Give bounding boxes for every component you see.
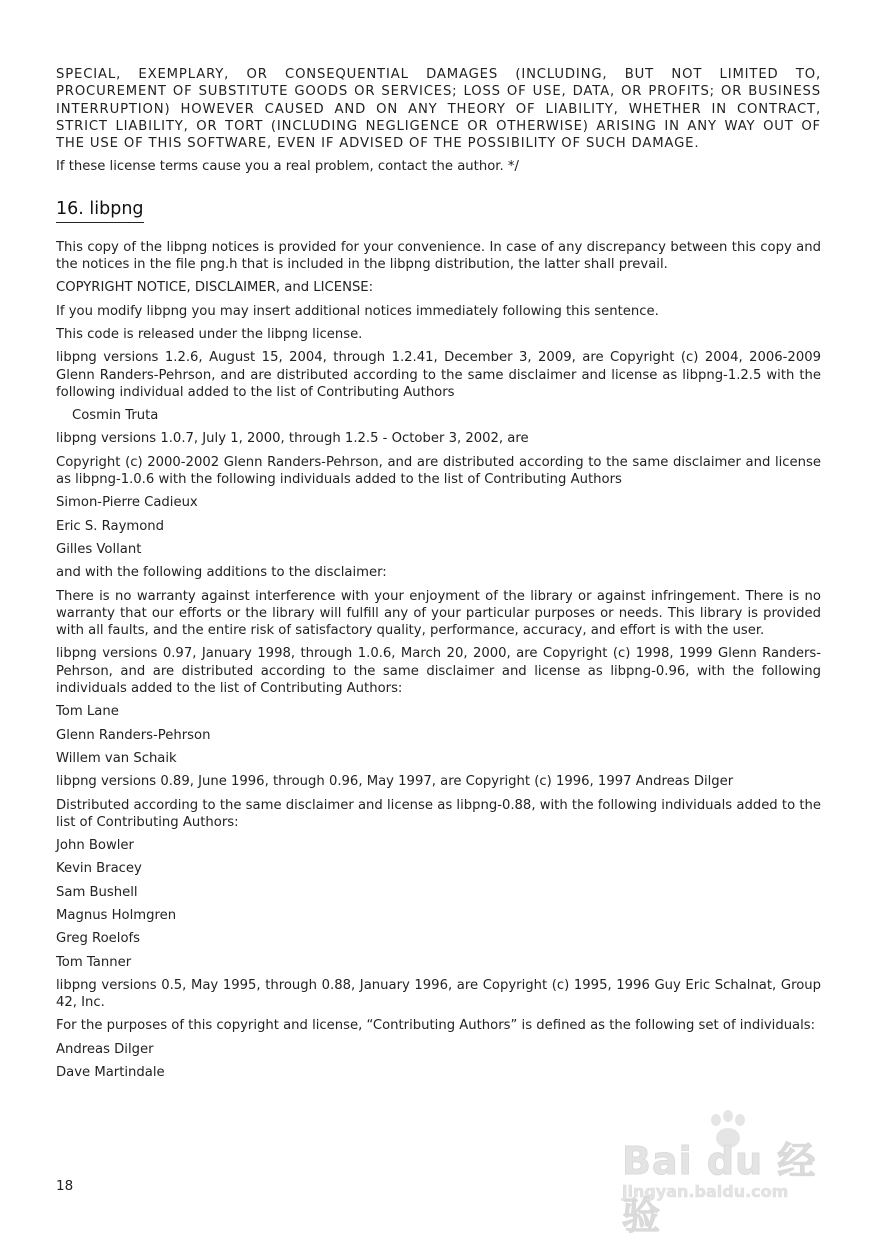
contact-author-note: If these license terms cause you a real problem, contact the author. */ <box>56 159 519 175</box>
baidu-watermark <box>622 1110 822 1238</box>
disclaimer-damages: SPECIAL, EXEMPLARY, OR CONSEQUENTIAL DAMAGES (INCLUDING, BUT NOT LIMITED TO, PROCUREMENT OF SUBSTITUTE GOODS OR SERVICES; LOSS OF USE, DATA, OR PROFITS; OR BUSINESS INTERRUPTION) HOWEVER CAUSED AND ON ANY THEORY OF LIABILITY, WHETHER IN CONTRACT, STRICT LIABILITY, OR TORT (INCLUDING NEGLIGENCE OR OTHERWISE) ARISING IN ANY WAY OUT OF THE USE OF THIS SOFTWARE, EVEN IF ADVISED OF THE POSSIBILITY OF SUCH DAMAGE. <box>56 67 821 152</box>
versions-1-2-6: libpng versions 1.2.6, August 15, 2004, through 1.2.41, December 3, 2009, are Copyright (c) 2004, 2006-2009 Glenn Randers-Pehrson, and are distributed according to the same disclaimer and license as libpng-1.2.5 with the following individual added to the list of Contributing Authors <box>56 350 821 400</box>
no-warranty-paragraph: There is no warranty against interference with your enjoyment of the library or against infringement. There is no warranty that our efforts or the library will fulfill any of your particular purposes or needs. This library is provided with all faults, and the entire risk of satisfactory quality, performance, accuracy, and effort is with the user. <box>56 588 821 639</box>
author-list-item: Tom Tanner <box>56 954 132 970</box>
copyright-2000-2002: Copyright (c) 2000-2002 Glenn Randers-Pehrson, and are distributed according to the same disclaimer and license as libpng-1.0.6 with the following individuals added to the list of Contributing Authors <box>56 454 821 488</box>
modify-note: If you modify libpng you may insert additional notices immediately following this sentence. <box>56 303 659 319</box>
author-list-item: Gilles Vollant <box>56 541 142 557</box>
copyright-title: COPYRIGHT NOTICE, DISCLAIMER, and LICENSE: <box>56 280 374 296</box>
author-list-item: Sam Bushell <box>56 884 138 900</box>
versions-0-89: libpng versions 0.89, June 1996, through 0.96, May 1997, are Copyright (c) 1996, 1997 Andreas Dilger <box>56 774 734 790</box>
author-list-item: Dave Martindale <box>56 1065 165 1081</box>
author-list-item: John Bowler <box>56 838 134 854</box>
versions-0-5: libpng versions 0.5, May 1995, through 0.88, January 1996, are Copyright (c) 1995, 1996 Guy Eric Schalnat, Group 42, Inc. <box>56 977 821 1011</box>
author-list-item: Tom Lane <box>56 704 119 720</box>
contributing-authors-definition: For the purposes of this copyright and license, “Contributing Authors” is defined as the following set of individuals: <box>56 1018 816 1034</box>
author-list-item: Willem van Schaik <box>56 750 177 766</box>
author-list-item: Magnus Holmgren <box>56 907 177 923</box>
author-list-item: Glenn Randers-Pehrson <box>56 727 211 743</box>
author-list-item: Greg Roelofs <box>56 931 141 947</box>
versions-0-97: libpng versions 0.97, January 1998, through 1.0.6, March 20, 2000, are Copyright (c) 1998, 1999 Glenn Randers-Pehrson, and are distributed according to the same disclaimer and license as libpng-0.96, with the following individuals added to the list of Contributing Authors: <box>56 646 821 697</box>
author-list-item: Eric S. Raymond <box>56 518 165 534</box>
license-note: This code is released under the libpng license. <box>56 326 363 342</box>
section-heading: 16. libpng <box>56 198 144 223</box>
notice-intro: This copy of the libpng notices is provided for your convenience. In case of any discrepancy between this copy and the notices in the file png.h that is included in the libpng distribution, the latter shall prevail. <box>56 239 821 273</box>
watermark-url: jingyan.baidu.com <box>622 1182 789 1201</box>
author-list-item: Kevin Bracey <box>56 861 142 877</box>
disclaimer-additions: and with the following additions to the disclaimer: <box>56 565 387 581</box>
document-page <box>56 66 821 1087</box>
author-list-item: Andreas Dilger <box>56 1041 154 1057</box>
distributed-0-88: Distributed according to the same disclaimer and license as libpng-0.88, with the following individuals added to the list of Contributing Authors: <box>56 797 821 830</box>
watermark-logo-text: Bai du 经验 <box>622 1139 817 1238</box>
versions-1-0-7: libpng versions 1.0.7, July 1, 2000, through 1.2.5 - October 3, 2002, are <box>56 431 529 447</box>
author-list-item: Simon-Pierre Cadieux <box>56 495 198 511</box>
author-cosmin: Cosmin Truta <box>72 408 159 424</box>
page-number: 18 <box>56 1178 74 1194</box>
